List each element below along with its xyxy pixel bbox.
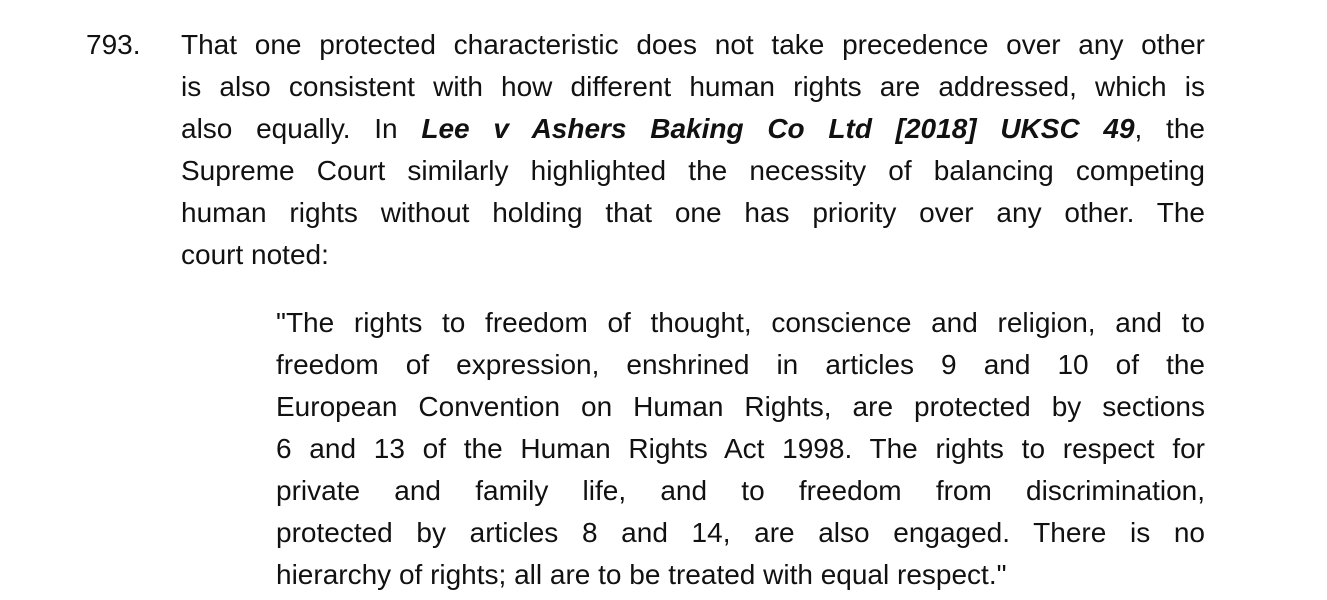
paragraph-number: 793. — [86, 29, 141, 60]
paragraph-line: is also consistent with how different human rights are addressed, which is — [181, 71, 1205, 102]
paragraph-text: also equally. In — [181, 113, 422, 144]
block-quote — [276, 302, 1205, 596]
quote-line: "The rights to freedom of thought, conscience and religion, and to — [276, 307, 1205, 338]
paragraph-line-with-citation — [181, 108, 1205, 150]
quote-line: freedom of expression, enshrined in articles 9 and 10 of the — [276, 349, 1205, 380]
paragraph-body — [181, 24, 1205, 276]
paragraph-line: That one protected characteristic does not take precedence over any other — [181, 29, 1205, 60]
paragraph-line: court noted: — [181, 239, 329, 270]
paragraph-line: human rights without holding that one has priority over any other. The — [181, 197, 1205, 228]
quote-line: European Convention on Human Rights, are protected by sections — [276, 391, 1205, 422]
quote-line: hierarchy of rights; all are to be treated with equal respect." — [276, 559, 1007, 590]
quote-line: private and family life, and to freedom from discrimination, — [276, 475, 1205, 506]
quote-line: protected by articles 8 and 14, are also engaged. There is no — [276, 517, 1205, 548]
quote-line: 6 and 13 of the Human Rights Act 1998. The rights to respect for — [276, 433, 1205, 464]
paragraph-line: Supreme Court similarly highlighted the necessity of balancing competing — [181, 155, 1205, 186]
paragraph-text: , the — [1134, 113, 1205, 144]
case-citation: Lee v Ashers Baking Co Ltd [2018] UKSC 49 — [421, 113, 1135, 144]
